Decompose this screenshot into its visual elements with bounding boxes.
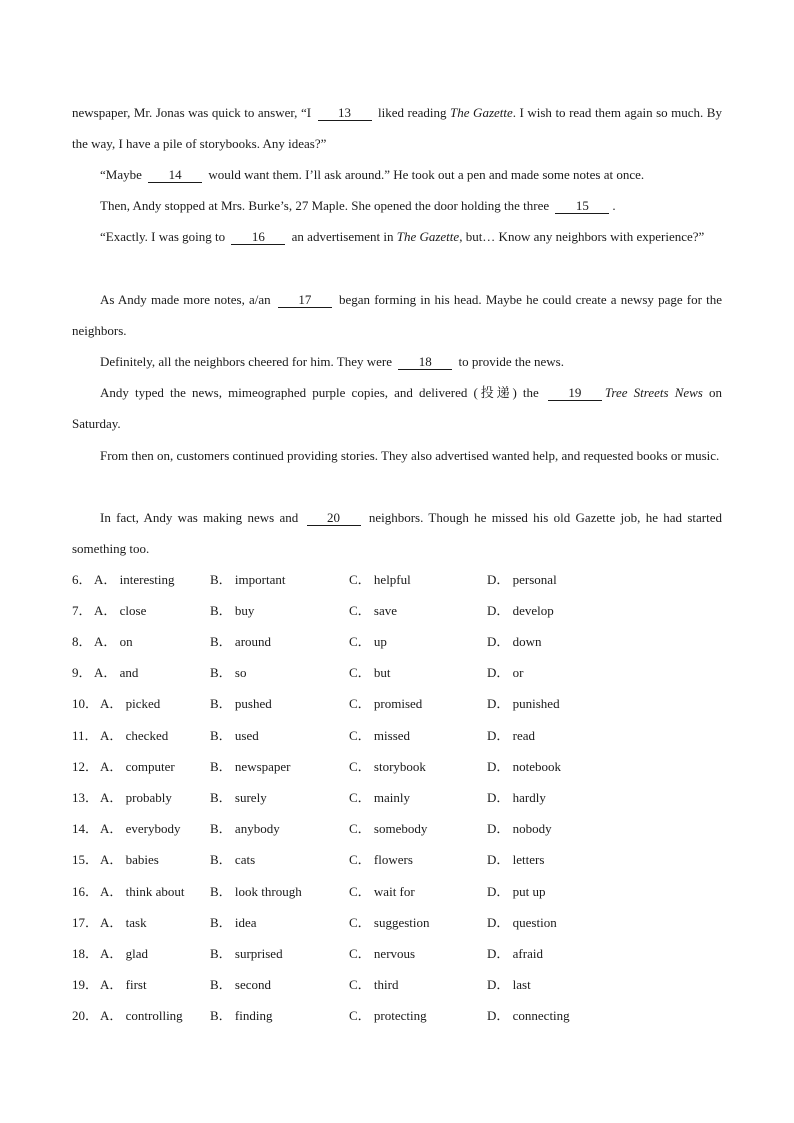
passage-paragraph-8 — [72, 440, 722, 471]
option-b: B． finding — [210, 1008, 273, 1023]
question-number: 15． — [72, 852, 99, 867]
passage-text: newspaper, Mr. Jonas was quick to answer, “I — [72, 105, 315, 120]
question-row — [72, 788, 722, 808]
passage-text: “Maybe — [100, 167, 146, 182]
question-number: 10． — [72, 696, 99, 711]
option-b: B． buy — [210, 603, 255, 618]
question-number: 18． — [72, 946, 99, 961]
option-b: B． surprised — [210, 946, 283, 961]
option-a: A． checked — [100, 728, 169, 743]
passage-text: would want them. I’ll ask around.” He took out a pen and made some notes at once. — [205, 167, 645, 182]
blank-13: 13 — [318, 105, 372, 121]
option-b: B． surely — [210, 790, 267, 805]
question-number: 14． — [72, 821, 99, 836]
option-c: C． promised — [349, 696, 423, 711]
newspaper-title: The Gazette — [396, 229, 460, 244]
option-b: B． anybody — [210, 821, 280, 836]
option-b: B． important — [210, 572, 286, 587]
question-row — [72, 757, 722, 777]
question-number: 13． — [72, 790, 99, 805]
blank-17: 17 — [278, 292, 332, 308]
option-a: A． controlling — [100, 1008, 183, 1023]
passage-paragraph-2 — [72, 159, 722, 190]
option-a: A． computer — [100, 759, 175, 774]
blank-19: 19 — [548, 385, 602, 401]
passage-text: to provide the news. — [455, 354, 564, 369]
question-row — [72, 944, 722, 964]
passage-text: In fact, Andy was making news and — [100, 510, 304, 525]
passage-paragraph-4 — [72, 221, 722, 252]
option-c: C． but — [349, 665, 391, 680]
option-b: B． pushed — [210, 696, 272, 711]
option-b: B． newspaper — [210, 759, 291, 774]
option-a: A． everybody — [100, 821, 181, 836]
question-number: 20． — [72, 1008, 99, 1023]
option-b: B． around — [210, 634, 272, 649]
option-a: A． picked — [100, 696, 161, 711]
passage-paragraph-6 — [72, 346, 722, 377]
option-c: C． storybook — [349, 759, 426, 774]
option-a: A． babies — [100, 852, 159, 867]
blank-20: 20 — [307, 510, 361, 526]
newsletter-title: Tree Streets News — [604, 385, 703, 400]
question-number: 19． — [72, 977, 99, 992]
option-c: C． wait for — [349, 884, 415, 899]
option-b: B． second — [210, 977, 272, 992]
option-c: C． up — [349, 634, 387, 649]
passage-text: From then on, customers continued providing stories. They also advertised wanted help, and requested books or music. — [100, 448, 720, 463]
question-number: 11． — [72, 728, 98, 743]
option-d: D． or — [487, 665, 524, 680]
option-c: C． suggestion — [349, 915, 430, 930]
question-row — [72, 882, 722, 902]
option-c: C． protecting — [349, 1008, 427, 1023]
blank-18: 18 — [398, 354, 452, 370]
option-c: C． third — [349, 977, 399, 992]
question-number: 9． — [72, 665, 92, 680]
blank-15: 15 — [555, 198, 609, 214]
passage-text: , but… Know any neighbors with experience?” — [459, 229, 705, 244]
option-a: A． close — [94, 603, 147, 618]
option-c: C． helpful — [349, 572, 411, 587]
blank-14: 14 — [148, 167, 202, 183]
question-row — [72, 632, 722, 652]
option-d: D． notebook — [487, 759, 562, 774]
passage-text: Andy typed the news, mimeographed purple copies, and delivered (投递) the — [100, 385, 545, 400]
question-row — [72, 850, 722, 870]
option-b: B． used — [210, 728, 259, 743]
option-d: D． personal — [487, 572, 557, 587]
passage-paragraph-7 — [72, 377, 722, 439]
option-b: B． look through — [210, 884, 302, 899]
option-d: D． last — [487, 977, 531, 992]
passage-text: “Exactly. I was going to — [100, 229, 229, 244]
option-a: A． on — [94, 634, 133, 649]
option-b: B． idea — [210, 915, 257, 930]
option-a: A． think about — [100, 884, 185, 899]
option-d: D． nobody — [487, 821, 552, 836]
option-d: D． down — [487, 634, 542, 649]
passage-text: . I wish to read them again so much. By the way, I have a pile of storybooks. Any ideas?” — [72, 105, 722, 151]
passage-text: began forming in his head. Maybe he could create a newsy page for the neighbors. — [72, 292, 722, 338]
question-row — [72, 975, 722, 995]
question-number: 12． — [72, 759, 99, 774]
passage-text: neighbors. Though he missed his old Gazette job, he had started something too. — [72, 510, 722, 556]
question-row — [72, 663, 722, 683]
option-d: D． develop — [487, 603, 554, 618]
option-d: D． letters — [487, 852, 545, 867]
passage-text: an advertisement in — [288, 229, 397, 244]
question-number: 16． — [72, 884, 99, 899]
option-a: A． and — [94, 665, 139, 680]
option-d: D． put up — [487, 884, 546, 899]
option-c: C． missed — [349, 728, 411, 743]
question-number: 7． — [72, 603, 92, 618]
question-row — [72, 913, 722, 933]
option-d: D． punished — [487, 696, 560, 711]
newspaper-title: The Gazette — [450, 105, 513, 120]
passage-text: liked reading — [374, 105, 451, 120]
option-c: C． somebody — [349, 821, 428, 836]
passage-paragraph-5 — [72, 284, 722, 346]
passage-paragraph-1 — [72, 97, 722, 159]
question-row — [72, 819, 722, 839]
option-c: C． flowers — [349, 852, 413, 867]
option-c: C． nervous — [349, 946, 416, 961]
passage-paragraph-3 — [72, 190, 722, 221]
option-d: D． hardly — [487, 790, 546, 805]
option-c: C． mainly — [349, 790, 411, 805]
question-row — [72, 570, 722, 590]
passage-text: on Saturday. — [72, 385, 722, 431]
option-a: A． interesting — [94, 572, 175, 587]
passage-text: Then, Andy stopped at Mrs. Burke’s, 27 Maple. She opened the door holding the three — [100, 198, 553, 213]
question-row — [72, 694, 722, 714]
question-row — [72, 601, 722, 621]
question-number: 17． — [72, 915, 99, 930]
option-b: B． so — [210, 665, 247, 680]
option-a: A． first — [100, 977, 147, 992]
option-d: D． afraid — [487, 946, 543, 961]
question-row — [72, 1006, 722, 1026]
question-number: 8． — [72, 634, 92, 649]
option-a: A． probably — [100, 790, 172, 805]
option-b: B． cats — [210, 852, 256, 867]
question-row — [72, 726, 722, 746]
passage-paragraph-9 — [72, 502, 722, 564]
option-a: A． glad — [100, 946, 149, 961]
option-d: D． read — [487, 728, 536, 743]
option-d: D． question — [487, 915, 557, 930]
question-number: 6． — [72, 572, 92, 587]
blank-16: 16 — [231, 229, 285, 245]
option-a: A． task — [100, 915, 147, 930]
passage-text: Definitely, all the neighbors cheered for him. They were — [100, 354, 396, 369]
option-d: D． connecting — [487, 1008, 570, 1023]
passage-text: . — [612, 198, 616, 213]
option-c: C． save — [349, 603, 398, 618]
passage-text: As Andy made more notes, a/an — [100, 292, 275, 307]
